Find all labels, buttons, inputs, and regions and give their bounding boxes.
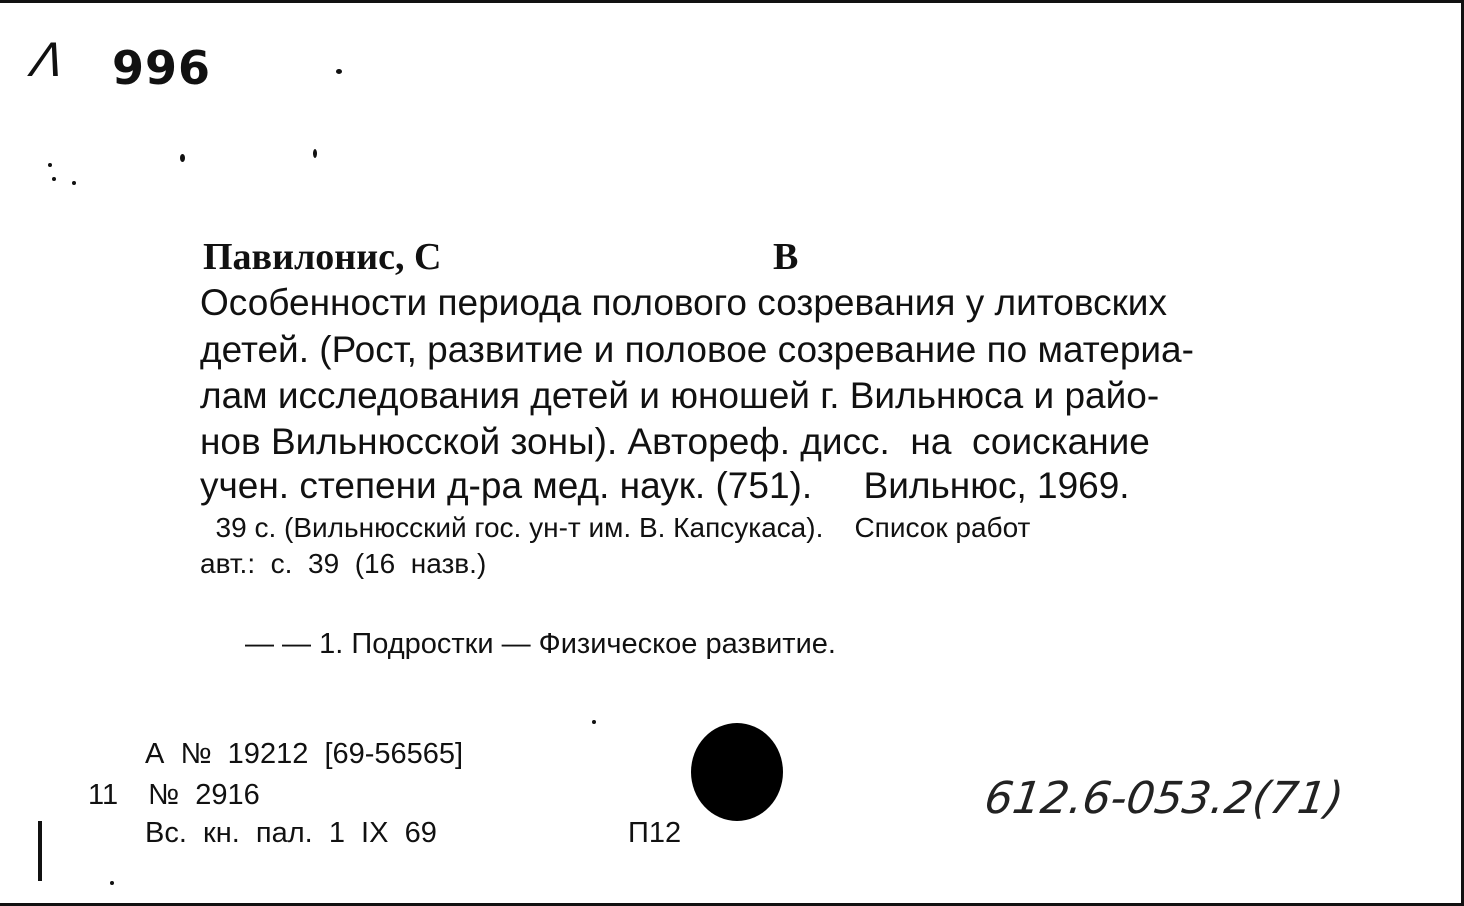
title-line: учен. степени д-ра мед. наук. (751). Вильнюс, 1969. <box>200 465 1130 506</box>
accession-line: А № 19212 [69-56565] <box>145 738 464 770</box>
speck <box>180 154 185 162</box>
title-line: нов Вильнюсской зоны). Автореф. дисс. на соискание <box>200 421 1150 462</box>
udc-classification: 612.6-053.2(71) <box>981 773 1347 824</box>
speck <box>52 177 56 181</box>
subject-heading: — — 1. Подростки — Физическое развитие. <box>245 628 836 660</box>
accession-line: Вс. кн. пал. 1 IX 69 <box>145 817 437 849</box>
author-initial: В <box>773 236 799 278</box>
author-heading: Павилонис, С <box>203 236 442 278</box>
shelfmark-prefix: Ʌ <box>23 33 73 87</box>
speck <box>592 720 596 724</box>
speck <box>336 69 342 74</box>
speck <box>313 149 317 158</box>
speck <box>110 881 114 885</box>
collation-line: авт.: с. 39 (16 назв.) <box>200 548 487 579</box>
edge-mark <box>38 821 42 881</box>
title-line: Особенности периода полового созревания у литовских <box>200 282 1167 323</box>
accession-prefix: 11 <box>88 779 119 811</box>
speck <box>72 181 76 185</box>
title-line: лам исследования детей и юношей г. Вильнюса и райо- <box>200 375 1160 416</box>
punch-hole <box>691 723 783 821</box>
accession-line: № 2916 <box>148 779 260 811</box>
collation-line: 39 с. (Вильнюсский гос. ун-т им. В. Капсукаса). Список работ <box>200 512 1031 543</box>
speck <box>48 163 52 167</box>
title-line: детей. (Рост, развитие и половое созревание по материа- <box>200 329 1194 370</box>
accession-code: П12 <box>628 817 682 849</box>
shelfmark: 996 <box>112 41 212 95</box>
